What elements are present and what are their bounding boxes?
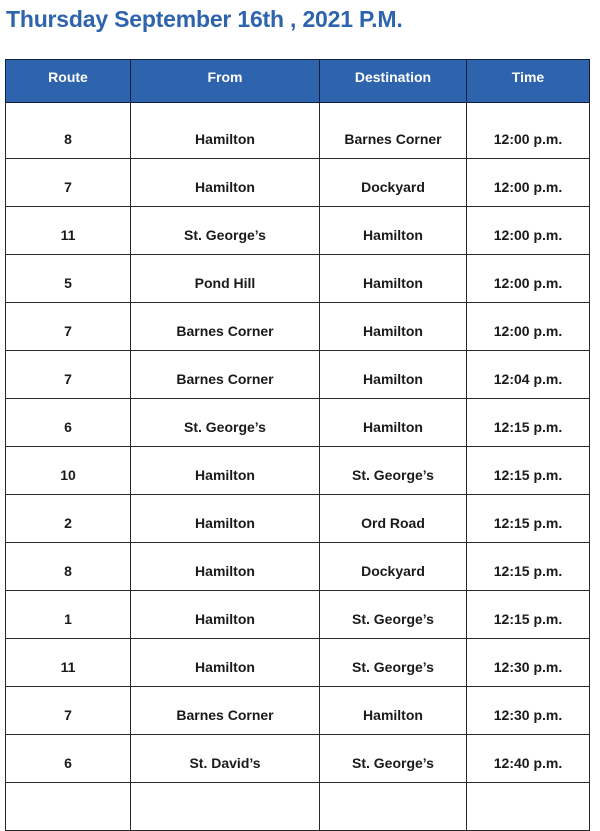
route-cell: 8 xyxy=(6,103,131,159)
route-cell: 6 xyxy=(6,399,131,447)
destination-cell: St. George’s xyxy=(320,591,467,639)
table-row xyxy=(6,639,590,687)
time-cell: 12:15 p.m. xyxy=(467,591,590,639)
column-header-from: From xyxy=(131,60,320,103)
time-cell: 12:30 p.m. xyxy=(467,639,590,687)
from-cell: Barnes Corner xyxy=(131,303,320,351)
column-header-time: Time xyxy=(467,60,590,103)
column-header-route: Route xyxy=(6,60,131,103)
table-row xyxy=(6,159,590,207)
from-cell: Pond Hill xyxy=(131,255,320,303)
destination-cell: Hamilton xyxy=(320,255,467,303)
destination-cell: Hamilton xyxy=(320,687,467,735)
time-cell: 12:30 p.m. xyxy=(467,687,590,735)
from-cell: Hamilton xyxy=(131,591,320,639)
destination-cell: St. George’s xyxy=(320,639,467,687)
from-cell: St. David’s xyxy=(131,735,320,783)
destination-cell: Hamilton xyxy=(320,399,467,447)
time-cell: 12:15 p.m. xyxy=(467,399,590,447)
column-header-destination: Destination xyxy=(320,60,467,103)
from-cell: Hamilton xyxy=(131,159,320,207)
route-cell: 10 xyxy=(6,447,131,495)
from-cell: Barnes Corner xyxy=(131,687,320,735)
table-row xyxy=(6,495,590,543)
table-row xyxy=(6,783,590,831)
route-cell: 11 xyxy=(6,207,131,255)
bus-schedule-table xyxy=(5,59,590,831)
route-cell: 7 xyxy=(6,351,131,399)
time-cell: 12:00 p.m. xyxy=(467,103,590,159)
destination-cell: Dockyard xyxy=(320,543,467,591)
table-row xyxy=(6,103,590,159)
time-cell: 12:15 p.m. xyxy=(467,495,590,543)
destination-cell: Ord Road xyxy=(320,495,467,543)
table-row xyxy=(6,207,590,255)
table-row xyxy=(6,543,590,591)
page-title: Thursday September 16th , 2021 P.M. xyxy=(6,6,403,32)
time-cell: 12:15 p.m. xyxy=(467,447,590,495)
table-row xyxy=(6,303,590,351)
destination-cell: St. George’s xyxy=(320,735,467,783)
destination-cell: Hamilton xyxy=(320,303,467,351)
route-cell: 6 xyxy=(6,735,131,783)
from-cell: Hamilton xyxy=(131,543,320,591)
table-row xyxy=(6,447,590,495)
table-row xyxy=(6,687,590,735)
destination-cell: St. George’s xyxy=(320,447,467,495)
table-row xyxy=(6,735,590,783)
time-cell: 12:00 p.m. xyxy=(467,303,590,351)
destination-cell: Barnes Corner xyxy=(320,103,467,159)
time-cell xyxy=(467,783,590,831)
destination-cell xyxy=(320,783,467,831)
time-cell: 12:04 p.m. xyxy=(467,351,590,399)
route-cell: 7 xyxy=(6,303,131,351)
table-header-row xyxy=(6,60,590,103)
from-cell: St. George’s xyxy=(131,399,320,447)
from-cell: Barnes Corner xyxy=(131,351,320,399)
from-cell: Hamilton xyxy=(131,103,320,159)
from-cell: St. George’s xyxy=(131,207,320,255)
table-row xyxy=(6,399,590,447)
from-cell: Hamilton xyxy=(131,447,320,495)
route-cell xyxy=(6,783,131,831)
route-cell: 5 xyxy=(6,255,131,303)
time-cell: 12:15 p.m. xyxy=(467,543,590,591)
from-cell: Hamilton xyxy=(131,639,320,687)
table-row xyxy=(6,591,590,639)
destination-cell: Hamilton xyxy=(320,351,467,399)
from-cell: Hamilton xyxy=(131,495,320,543)
route-cell: 7 xyxy=(6,687,131,735)
time-cell: 12:00 p.m. xyxy=(467,255,590,303)
route-cell: 11 xyxy=(6,639,131,687)
route-cell: 2 xyxy=(6,495,131,543)
table-row xyxy=(6,351,590,399)
time-cell: 12:00 p.m. xyxy=(467,207,590,255)
route-cell: 7 xyxy=(6,159,131,207)
route-cell: 8 xyxy=(6,543,131,591)
destination-cell: Dockyard xyxy=(320,159,467,207)
time-cell: 12:00 p.m. xyxy=(467,159,590,207)
route-cell: 1 xyxy=(6,591,131,639)
destination-cell: Hamilton xyxy=(320,207,467,255)
table-row xyxy=(6,255,590,303)
from-cell xyxy=(131,783,320,831)
time-cell: 12:40 p.m. xyxy=(467,735,590,783)
